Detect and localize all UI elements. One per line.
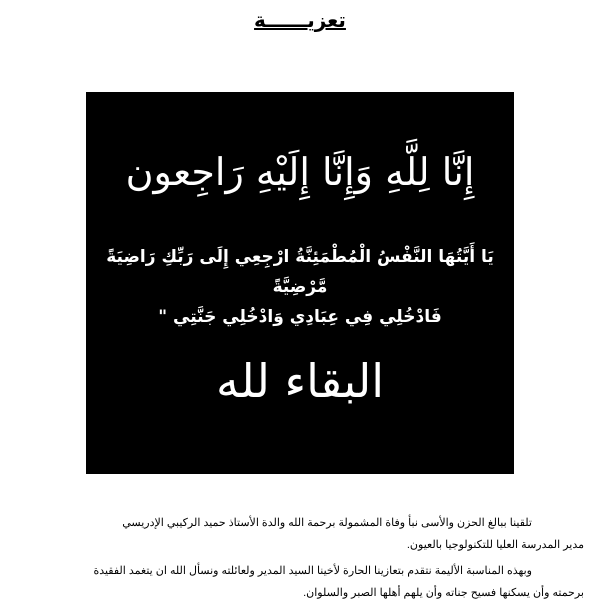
page-title: تعزيــــــة [254, 8, 346, 32]
paragraph-line: وبهذه المناسبة الأليمة نتقدم بتعازينا الحارة لأخينا السيد المدير ولعائلته ونسأل الله ان يتغمد الفقيدة [93, 565, 532, 577]
verse-line: فَادْخُلِي فِي عِبَادِي وَادْخُلِي جَنَّتِي " [158, 307, 442, 327]
banner-footer: البقاء لله [215, 354, 385, 408]
banner-verse [86, 242, 514, 332]
verse-line: يَا أَيَّتُهَا النَّفْسُ الْمُطْمَئِنَّةُ ارْجِعِي إِلَى رَبِّكِ رَاضِيَةً مَّرْضِيَّةً [106, 247, 494, 297]
paragraph-line: برحمته وأن يسكنها فسيح جناته وأن يلهم أهلها الصبر والسلوان. [303, 587, 584, 599]
paragraph-line: تلقينا ببالغ الحزن والأسى نبأ وفاة المشمولة برحمة الله والدة الأستاذ حميد الركيبي الإدريسي [122, 517, 532, 529]
paragraph-line: مدير المدرسة العليا للتكنولوجيا بالعيون. [406, 539, 584, 551]
paragraph [44, 512, 584, 556]
paragraph [44, 560, 584, 604]
banner-heading: إِنَّا لِلَّهِ وَإِنَّا إِلَيْهِ رَاجِعون [125, 150, 475, 194]
condolence-image [86, 92, 514, 474]
